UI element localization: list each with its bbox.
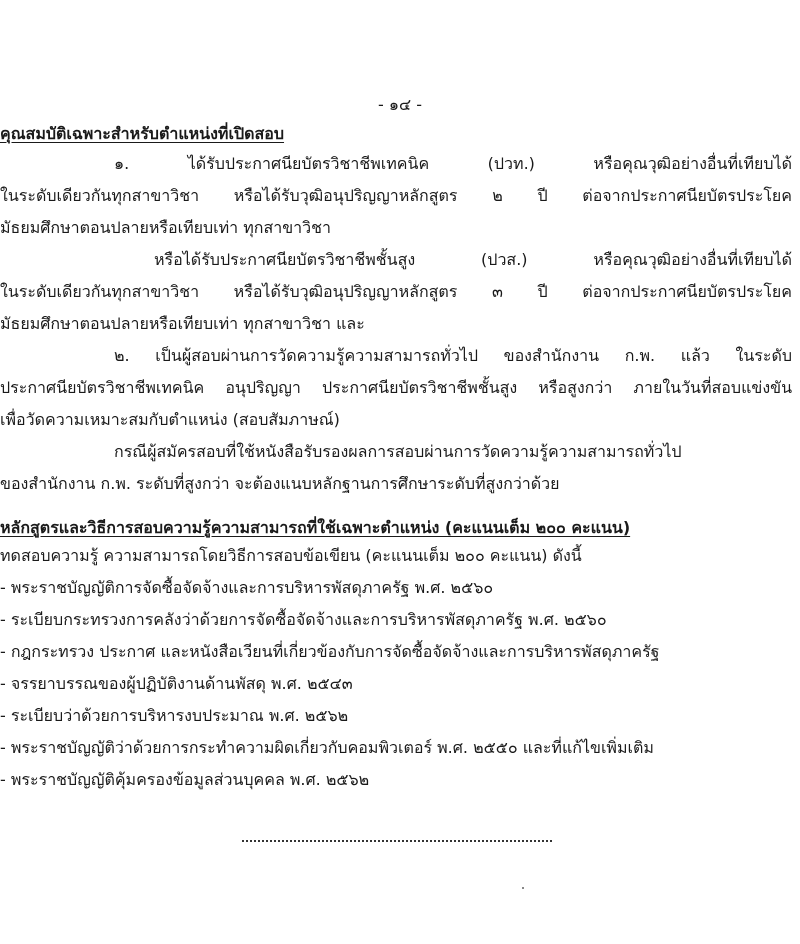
qualifications-heading: คุณสมบัติเฉพาะสำหรับตำแหน่งที่เปิดสอบ [0, 124, 285, 143]
scan-speck [522, 887, 524, 889]
qualification-item-1b-line-1: หรือได้รับประกาศนียบัตรวิชาชีพชั้นสูง (ปวส.) หรือคุณวุฒิอย่างอื่นที่เทียบได้ [154, 250, 792, 269]
curriculum-list-item: - ระเบียบว่าด้วยการบริหารงบประมาณ พ.ศ. ๒๕๖๒ [0, 706, 349, 725]
curriculum-list-item: - กฎกระทรวง ประกาศ และหนังสือเวียนที่เกี่ยวข้องกับการจัดซื้อจัดจ้างและการบริหารพัสดุภาครัฐ [0, 642, 660, 661]
qualification-item-1b-line-3: มัธยมศึกษาตอนปลายหรือเทียบเท่า ทุกสาขาวิชา และ [0, 314, 365, 333]
curriculum-intro: ทดสอบความรู้ ความสามารถโดยวิธีการสอบข้อเขียน (คะแนนเต็ม ๒๐๐ คะแนน) ดังนี้ [0, 546, 582, 565]
qualification-note-line-2: ของสำนักงาน ก.พ. ระดับที่สูงกว่า จะต้องแนบหลักฐานการศึกษาระดับที่สูงกว่าด้วย [0, 474, 560, 493]
qualification-item-1-line-2: ในระดับเดียวกันทุกสาขาวิชา หรือได้รับวุฒิอนุปริญญาหลักสูตร ๒ ปี ต่อจากประกาศนียบัตรประโยค [0, 186, 792, 205]
qualification-item-2-line-3: เพื่อวัดความเหมาะสมกับตำแหน่ง (สอบสัมภาษณ์) [0, 410, 340, 429]
curriculum-list-item: - พระราชบัญญัติคุ้มครองข้อมูลส่วนบุคคล พ.ศ. ๒๕๖๒ [0, 770, 370, 789]
qualification-note-line-1: กรณีผู้สมัครสอบที่ใช้หนังสือรับรองผลการสอบผ่านการวัดความรู้ความสามารถทั่วไป [114, 442, 682, 461]
qualification-item-1-line-3: มัธยมศึกษาตอนปลายหรือเทียบเท่า ทุกสาขาวิชา [0, 218, 331, 237]
curriculum-list-item: - จรรยาบรรณของผู้ปฏิบัติงานด้านพัสดุ พ.ศ. ๒๕๔๓ [0, 674, 353, 693]
qualification-item-2-line-2: ประกาศนียบัตรวิชาชีพเทคนิค อนุปริญญา ประกาศนียบัตรวิชาชีพชั้นสูง หรือสูงกว่า ภายในวันที่สอบแข่งขัน [0, 378, 792, 397]
qualification-item-1-line-1: ๑. ได้รับประกาศนียบัตรวิชาชีพเทคนิค (ปวท.) หรือคุณวุฒิอย่างอื่นที่เทียบได้ [114, 154, 792, 173]
curriculum-list-item: - ระเบียบกระทรวงการคลังว่าด้วยการจัดซื้อจัดจ้างและการบริหารพัสดุภาครัฐ พ.ศ. ๒๕๖๐ [0, 610, 607, 629]
curriculum-list-item: - พระราชบัญญัติการจัดซื้อจัดจ้างและการบริหารพัสดุภาครัฐ พ.ศ. ๒๕๖๐ [0, 578, 494, 597]
qualification-item-1b-line-2: ในระดับเดียวกันทุกสาขาวิชา หรือได้รับวุฒิอนุปริญญาหลักสูตร ๓ ปี ต่อจากประกาศนียบัตรประโยค [0, 282, 792, 301]
curriculum-list-item: - พระราชบัญญัติว่าด้วยการกระทำความผิดเกี่ยวกับคอมพิวเตอร์ พ.ศ. ๒๕๕๐ และที่แก้ไขเพิ่มเติม [0, 738, 654, 757]
end-of-section-dotted-rule [242, 840, 552, 842]
page-number: - ๑๔ - [378, 95, 422, 114]
qualification-item-2-line-1: ๒. เป็นผู้สอบผ่านการวัดความรู้ความสามารถทั่วไป ของสำนักงาน ก.พ. แล้ว ในระดับ [114, 346, 792, 365]
curriculum-heading: หลักสูตรและวิธีการสอบความรู้ความสามารถที่ใช้เฉพาะตำแหน่ง (คะแนนเต็ม ๒๐๐ คะแนน) [0, 518, 631, 537]
